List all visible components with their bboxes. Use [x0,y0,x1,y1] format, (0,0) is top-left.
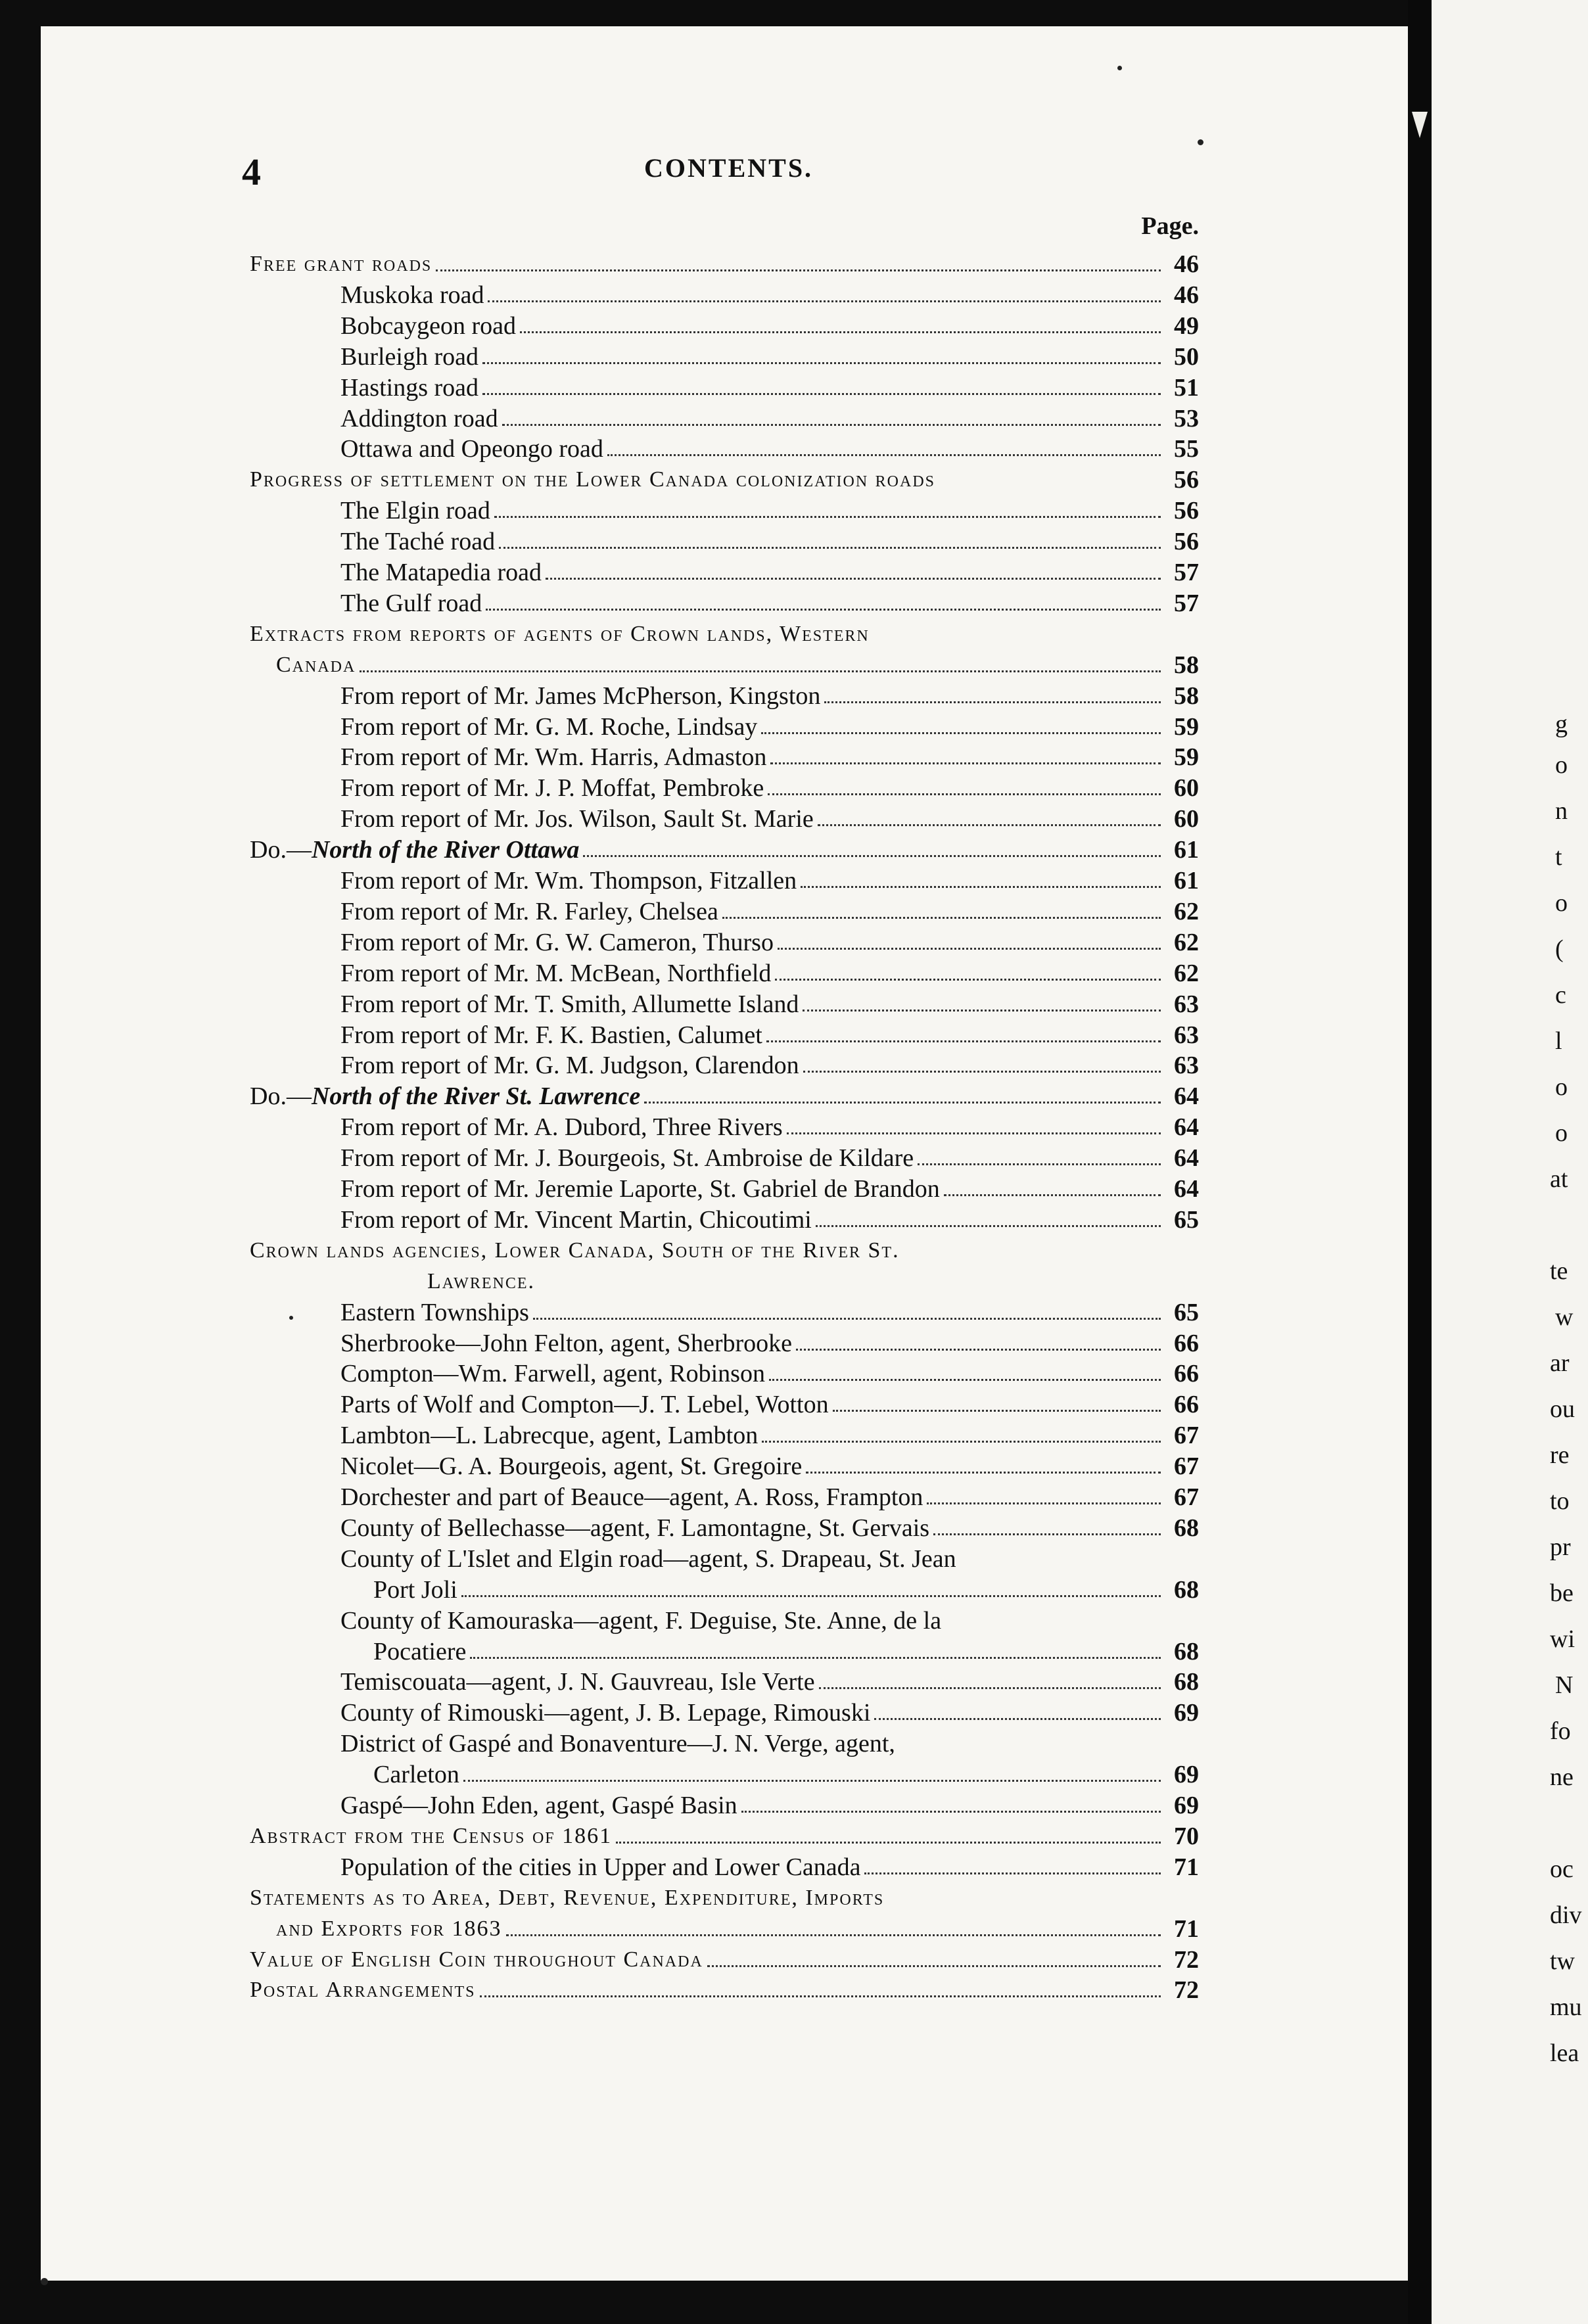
entry-title-italic: North of the River Ottawa [311,836,580,864]
dot-leader [461,1595,1161,1597]
entry-title: Lambton—L. Labrecque, agent, Lambton [340,1422,759,1450]
dot-leader [768,793,1161,795]
dot-leader [482,362,1161,364]
entry-page-number: 64 [1174,1082,1199,1111]
entry-page-number: 60 [1174,774,1199,802]
speck [1117,66,1122,70]
contents-entry [340,1451,1199,1481]
entry-title: From report of Mr. J. Bourgeois, St. Ambroise de Kildare [340,1144,914,1173]
dot-leader [520,331,1161,333]
entry-title: Value of English Coin throughout Canada [250,1947,703,1972]
entry-title: From report of Mr. M. McBean, Northfield [340,959,772,987]
dot-leader [806,1472,1161,1474]
dot-leader [583,855,1161,857]
contents-entry [340,958,1199,988]
entry-title: Addington road [340,404,498,432]
dot-leader [770,762,1161,764]
dot-leader [480,1995,1161,1997]
entry-page-number: 57 [1174,559,1199,586]
dot-leader [918,1163,1161,1165]
facing-page-fragment: div [1550,1901,1582,1929]
contents-entry [340,1481,1199,1512]
contents-entry [340,279,1199,310]
entry-page-number: 61 [1174,836,1199,864]
contents-entry [340,1389,1199,1420]
entry-page-number: 63 [1174,1021,1199,1049]
entry-page-number: 63 [1174,1052,1199,1080]
entry-page-number: 53 [1174,404,1199,432]
dot-leader [816,1225,1161,1227]
facing-page-fragment: tw [1550,1947,1575,1975]
entry-page-number: 65 [1174,1298,1199,1326]
entry-title: Lawrence. [427,1268,535,1293]
entry-title: From report of Mr. A. Dubord, Three Rivers [340,1113,783,1142]
facing-page-fragment: be [1550,1579,1574,1607]
dot-leader [801,886,1161,888]
entry-page-number: 56 [1174,528,1199,556]
entry-title: From report of Mr. T. Smith, Allumette Island [340,990,799,1018]
entry-title: Parts of Wolf and Compton—J. T. Lebel, Wotton [340,1391,829,1419]
entry-title: Carleton [373,1761,459,1789]
gutter-marker-icon [1412,112,1428,138]
dot-leader [864,1872,1161,1874]
entry-title: Pocatiere [373,1637,467,1665]
dot-leader [486,609,1161,611]
entry-title: Dorchester and part of Beauce—agent, A. Ross, Frampton [340,1483,923,1511]
contents-entry [250,1821,1199,1851]
contents-entry [250,1944,1199,1975]
dot-leader [607,454,1161,456]
facing-page-fragment: mu [1550,1993,1582,2021]
contents-entry [340,896,1199,927]
entry-page-number: 71 [1174,1915,1199,1943]
dot-leader [818,824,1161,826]
contents-entry [340,1851,1199,1882]
entry-page-number: 69 [1174,1792,1199,1819]
dot-leader [833,1410,1161,1412]
contents-entry [340,1050,1199,1081]
entry-page-number: 56 [1174,497,1199,525]
dot-leader [470,1657,1161,1659]
contents-entry [340,1728,1199,1759]
facing-page-fragment: at [1550,1165,1568,1193]
contents-entry [427,1266,1199,1297]
entry-page-number: 46 [1174,250,1199,278]
entry-page-number: 57 [1174,589,1199,617]
entry-page-number: 66 [1174,1360,1199,1388]
entry-page-number: 62 [1174,959,1199,987]
entry-page-number: 60 [1174,805,1199,833]
dot-leader [482,393,1161,395]
contents-entry [340,680,1199,711]
entry-title: Crown lands agencies, Lower Canada, South of the River St. [250,1238,900,1263]
contents-entry [340,988,1199,1019]
contents-entry [340,341,1199,372]
facing-page-fragment: t [1555,843,1562,871]
entry-page-number: 69 [1174,1761,1199,1789]
entry-page-number: 50 [1174,342,1199,371]
facing-page-fragment: te [1550,1257,1568,1285]
entry-page-number: 46 [1174,281,1199,309]
entry-page-number: 68 [1174,1668,1199,1696]
entry-title: From report of Mr. G. M. Roche, Lindsay [340,712,758,741]
entry-title: Burleigh road [340,342,479,371]
contents-entry [340,433,1199,464]
dot-leader [707,1965,1161,1967]
entry-title: Progress of settlement on the Lower Canada colonization roads [250,467,935,492]
entry-page-number: 49 [1174,312,1199,340]
entry-title: Muskoka road [340,281,484,309]
facing-page-fragment: to [1550,1487,1570,1515]
dot-leader [766,1040,1161,1042]
entry-page-number: 59 [1174,712,1199,741]
entry-title: Nicolet—G. A. Bourgeois, agent, St. Gregoire [340,1452,803,1481]
contents-entry [250,1974,1199,2005]
entry-title: and Exports for 1863 [276,1916,502,1941]
contents-entry [340,1297,1199,1328]
entry-page-number: 55 [1174,435,1199,463]
contents-entry [340,1173,1199,1204]
entry-title: The Matapedia road [340,559,542,586]
speck [41,2278,48,2285]
contents-entry [250,464,1199,495]
facing-page-fragment: lea [1550,2039,1579,2067]
facing-page-fragment: o [1555,1073,1568,1101]
dot-leader [506,1934,1161,1936]
entry-page-number: 69 [1174,1699,1199,1727]
facing-page-fragment: ou [1550,1395,1575,1423]
contents-entry [340,372,1199,403]
entry-page-number: 63 [1174,990,1199,1018]
running-head-title: CONTENTS. [644,153,814,183]
contents-entry [340,1142,1199,1173]
dot-leader [741,1811,1161,1813]
book-gutter [1408,0,1432,2324]
contents-entry [373,1574,1199,1605]
entry-title: The Gulf road [340,589,482,617]
page-column-label: Page. [1141,212,1199,240]
dot-leader [360,670,1161,672]
entry-page-number: 56 [1174,466,1199,494]
page-number: 4 [242,151,261,193]
entry-title: County of Bellechasse—agent, F. Lamontagne, St. Gervais [340,1514,930,1542]
entry-title: County of L'Islet and Elgin road—agent, S. Drapeau, St. Jean [340,1545,956,1573]
contents-entry [340,526,1199,557]
dot-leader [824,701,1161,703]
entry-page-number: 61 [1174,867,1199,895]
facing-page-fragment: N [1555,1671,1574,1699]
entry-title: Statements as to Area, Debt, Revenue, Expenditure, Imports [250,1885,885,1910]
dot-leader [819,1687,1161,1689]
entry-title-italic: North of the River St. Lawrence [311,1082,641,1111]
dot-leader [644,1102,1161,1104]
facing-page-fragment: o [1555,889,1568,917]
entry-title: The Taché road [340,528,496,556]
entry-page-number: 68 [1174,1575,1199,1604]
entry-title: From report of Mr. Vincent Martin, Chicoutimi [340,1205,812,1234]
entry-page-number: 58 [1174,682,1199,710]
dot-leader [874,1718,1161,1720]
contents-entry [250,1882,1199,1913]
entry-title: Gaspé—John Eden, agent, Gaspé Basin [340,1792,737,1819]
dot-leader [762,1441,1161,1443]
dot-leader [546,578,1161,580]
entry-title: Eastern Townships [340,1298,529,1326]
dot-leader [494,516,1161,518]
entry-page-number: 64 [1174,1175,1199,1203]
contents-entry [340,803,1199,834]
contents-entry [340,588,1199,618]
dot-leader [488,300,1161,302]
contents-entry [340,865,1199,896]
contents-entry [340,1790,1199,1821]
entry-title: County of Kamouraska—agent, F. Deguise, Ste. Anne, de la [340,1606,942,1635]
contents-entry [276,1913,1199,1944]
entry-page-number: 67 [1174,1483,1199,1511]
contents-entry [250,618,1199,649]
entry-page-number: 62 [1174,897,1199,925]
entry-page-number: 66 [1174,1391,1199,1419]
dot-leader [803,1071,1161,1073]
contents-entry [373,1636,1199,1667]
facing-page-fragment: ne [1550,1763,1574,1791]
entry-title: From report of Mr. Jeremie Laporte, St. Gabriel de Brandon [340,1175,940,1203]
entry-title: Hastings road [340,373,479,402]
contents-entry [340,557,1199,588]
dot-leader [775,979,1161,981]
dot-leader [533,1318,1161,1320]
entry-page-number: 66 [1174,1329,1199,1357]
entry-page-number: 59 [1174,743,1199,772]
contents-entry [250,834,1199,865]
entry-title: District of Gaspé and Bonaventure—J. N. Verge, agent, [340,1730,895,1758]
contents-entry [340,1512,1199,1543]
entry-page-number: 68 [1174,1637,1199,1665]
facing-page-fragment: oc [1550,1855,1574,1883]
dot-leader [769,1379,1161,1381]
dot-leader [616,1842,1161,1844]
entry-title: From report of Mr. James McPherson, Kingston [340,682,821,710]
facing-page-fragment: ar [1550,1349,1570,1377]
entry-title: Ottawa and Opeongo road [340,435,603,463]
contents-entry [340,310,1199,341]
entry-title: Do.— [250,1082,312,1111]
facing-page-fragment: w [1555,1303,1574,1331]
contents-entry [340,1666,1199,1697]
entry-title: Extracts from reports of agents of Crown lands, Western [250,621,870,646]
entry-title: Population of the cities in Upper and Lower Canada [340,1853,861,1881]
dot-leader [927,1502,1161,1504]
facing-page-fragment: l [1555,1027,1562,1055]
facing-page-fragment: wi [1550,1625,1575,1653]
entry-page-number: 64 [1174,1144,1199,1173]
contents-entry [276,649,1199,680]
entry-title: From report of Mr. Wm. Thompson, Fitzallen [340,867,797,895]
entry-page-number: 62 [1174,928,1199,956]
entry-page-number: 72 [1174,1945,1199,1974]
contents-entry [340,1697,1199,1728]
contents-entry [340,741,1199,772]
facing-page-fragment: o [1555,1119,1568,1147]
entry-title: Compton—Wm. Farwell, agent, Robinson [340,1360,765,1388]
entry-title: Sherbrooke—John Felton, agent, Sherbrooke [340,1329,793,1357]
entry-title: Canada [276,652,356,677]
contents-entry [340,1420,1199,1451]
entry-page-number: 67 [1174,1422,1199,1450]
entry-page-number: 70 [1174,1822,1199,1850]
dot-leader [787,1132,1161,1134]
contents-entry [250,248,1199,279]
entry-title: Do.— [250,836,312,864]
dot-leader [778,948,1161,950]
facing-page-fragment: o [1555,751,1568,779]
contents-entry [340,495,1199,526]
contents-entry [250,1235,1199,1266]
entry-page-number: 67 [1174,1452,1199,1481]
entry-title: From report of Mr. G. M. Judgson, Clarendon [340,1052,799,1080]
contents-entry [340,1605,1199,1636]
facing-page-fragment: g [1555,710,1568,738]
dot-leader [463,1780,1161,1782]
entry-title: From report of Mr. F. K. Bastien, Calumet [340,1021,762,1049]
entry-title: Temiscouata—agent, J. N. Gauvreau, Isle Verte [340,1668,815,1696]
dot-leader [436,269,1161,271]
dot-leader [499,547,1161,549]
entry-title: From report of Mr. R. Farley, Chelsea [340,897,718,925]
facing-page-fragment: ( [1555,935,1564,963]
entry-page-number: 72 [1174,1976,1199,2005]
entry-page-number: 65 [1174,1205,1199,1234]
entry-title: Port Joli [373,1575,457,1604]
contents-entry [340,711,1199,742]
entry-page-number: 64 [1174,1113,1199,1142]
entry-title: Postal Arrangements [250,1978,476,2003]
dot-leader [933,1533,1161,1535]
contents-entry [340,927,1199,958]
contents-entry [340,403,1199,434]
speck [289,1316,293,1320]
entry-title: The Elgin road [340,497,490,525]
entry-title: From report of Mr. Wm. Harris, Admaston [340,743,767,772]
entry-title: Bobcaygeon road [340,312,516,340]
dot-leader [944,1194,1161,1196]
entry-title: From report of Mr. J. P. Moffat, Pembroke [340,774,764,802]
facing-page-fragment: fo [1550,1717,1571,1745]
entry-page-number: 68 [1174,1514,1199,1542]
dot-leader [761,732,1161,734]
contents-entry [340,1111,1199,1142]
contents-entry [340,1204,1199,1235]
dot-leader [722,917,1161,919]
entry-title: County of Rimouski—agent, J. B. Lepage, Rimouski [340,1699,871,1727]
entry-page-number: 51 [1174,373,1199,402]
contents-entry [340,1019,1199,1050]
facing-page-fragment: c [1555,981,1566,1009]
facing-page-fragment: pr [1550,1533,1571,1561]
contents-entry [340,772,1199,803]
entry-title: From report of Mr. G. W. Cameron, Thurso [340,928,774,956]
speck [1198,139,1203,145]
dot-leader [796,1349,1161,1351]
facing-page-fragment: n [1555,797,1568,825]
dot-leader [803,1010,1161,1011]
dot-leader [502,424,1161,426]
contents-entry [340,1543,1199,1574]
entry-title: From report of Mr. Jos. Wilson, Sault St. Marie [340,805,814,833]
facing-page-fragment: re [1550,1441,1570,1469]
entry-title: Free grant roads [250,252,432,276]
contents-entry [340,1358,1199,1389]
entry-title: Abstract from the Census of 1861 [250,1823,613,1848]
entry-page-number: 71 [1174,1853,1199,1881]
contents-entry [373,1759,1199,1790]
contents-entry [250,1081,1199,1111]
entry-page-number: 58 [1174,651,1199,679]
contents-entry [340,1328,1199,1359]
